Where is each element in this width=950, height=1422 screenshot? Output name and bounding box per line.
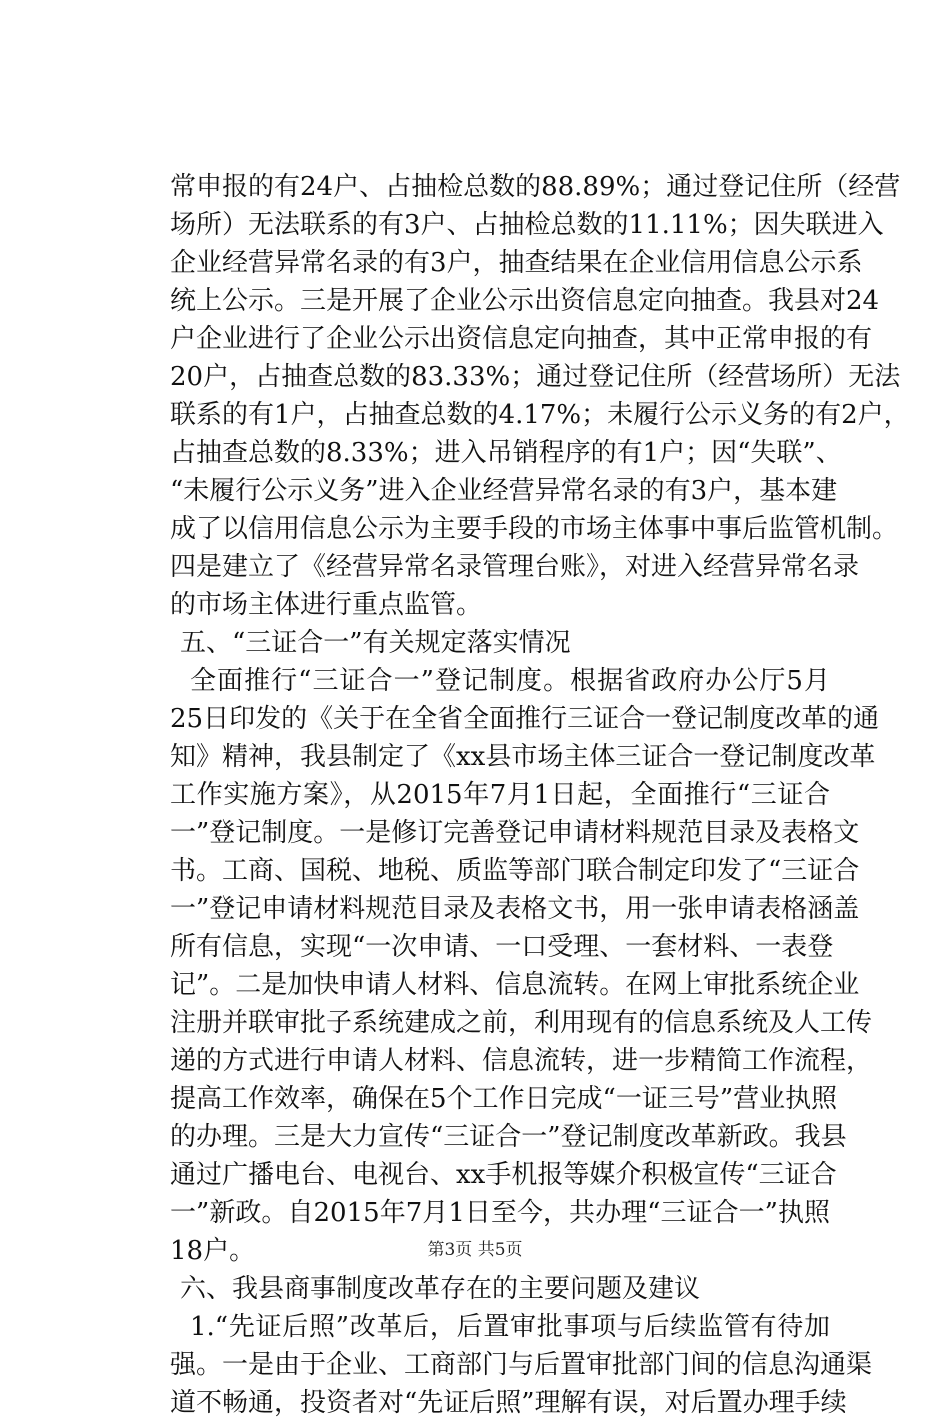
text-line: 的市场主体进行重点监管。: [170, 590, 483, 620]
text-line: “未履行公示义务”进入企业经营异常名录的有3户，基本建: [170, 476, 838, 506]
text-line: 一”新政。自2015年7月1日至今，共办理“三证合一”执照: [170, 1198, 830, 1228]
text-line: 道不畅通，投资者对“先证后照”理解有误，对后置办理手续: [170, 1388, 847, 1418]
section-heading: 六、我县商事制度改革存在的主要问题及建议: [180, 1274, 701, 1304]
text-line: 的办理。三是大力宣传“三证合一”登记制度改革新政。我县: [170, 1122, 847, 1152]
text-line: 统上公示。三是开展了企业公示出资信息定向抽查。我县对24: [170, 286, 880, 316]
section-heading: 五、“三证合一”有关规定落实情况: [180, 628, 571, 658]
text-line: 18户。: [170, 1236, 256, 1266]
text-line: 联系的有1户，占抽查总数的4.17%；未履行公示义务的有2户，: [170, 400, 910, 430]
text-line: 20户，占抽查总数的83.33%；通过登记住所（经营场所）无法: [170, 362, 901, 392]
text-line: 书。工商、国税、地税、质监等部门联合制定印发了“三证合: [170, 856, 860, 886]
text-line: 递的方式进行申请人材料、信息流转，进一步精简工作流程，: [170, 1046, 873, 1076]
text-line: 四是建立了《经营异常名录管理台账》，对进入经营异常名录: [170, 552, 860, 582]
text-line: 户企业进行了企业公示出资信息定向抽查，其中正常申报的有: [170, 324, 873, 354]
text-line: 所有信息，实现“一次申请、一口受理、一套材料、一表登: [170, 932, 834, 962]
text-line: 知》精神，我县制定了《xx县市场主体三证合一登记制度改革: [170, 742, 876, 772]
text-line: 成了以信用信息公示为主要手段的市场主体事中事后监管机制。: [170, 514, 899, 544]
text-line: 工作实施方案》，从2015年7月1日起，全面推行“三证合: [170, 780, 830, 810]
text-line: 25日印发的《关于在全省全面推行三证合一登记制度改革的通: [170, 704, 880, 734]
text-line: 通过广播电台、电视台、xx手机报等媒介积极宣传“三证合: [170, 1160, 837, 1190]
text-line: 注册并联审批子系统建成之前，利用现有的信息系统及人工传: [170, 1008, 873, 1038]
text-line: 一”登记制度。一是修订完善登记申请材料规范目录及表格文: [170, 818, 860, 848]
text-line: 企业经营异常名录的有3户，抽查结果在企业信用信息公示系: [170, 248, 863, 278]
body-text: [170, 168, 910, 1422]
text-line: 1.“先证后照”改革后，后置审批事项与后续监管有待加: [190, 1312, 830, 1342]
text-line: 占抽查总数的8.33%；进入吊销程序的有1户；因“失联”、: [170, 438, 842, 468]
text-line: 强。一是由于企业、工商部门与后置审批部门间的信息沟通渠: [170, 1350, 873, 1380]
page-number-footer: 第3页 共5页: [427, 1240, 523, 1260]
text-line: 提高工作效率，确保在5个工作日完成“一证三号”营业执照: [170, 1084, 838, 1114]
text-line: 全面推行“三证合一”登记制度。根据省政府办公厅5月: [190, 666, 830, 696]
text-line: 记”。二是加快申请人材料、信息流转。在网上审批系统企业: [170, 970, 860, 1000]
text-line: 一”登记申请材料规范目录及表格文书，用一张申请表格涵盖: [170, 894, 860, 924]
text-line: 场所）无法联系的有3户、占抽检总数的11.11%；因失联进入: [170, 210, 884, 240]
text-line: 常申报的有24户、占抽检总数的88.89%；通过登记住所（经营: [170, 172, 901, 202]
